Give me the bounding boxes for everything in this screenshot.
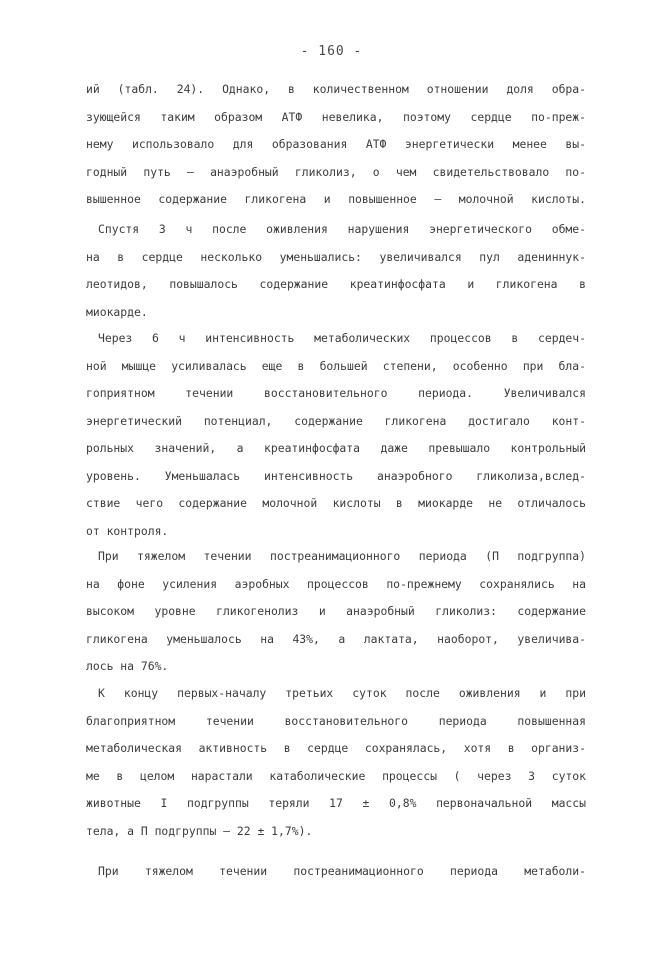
text-line: миокарде. xyxy=(86,304,148,319)
text-line: благоприятном течении восстановительного периода повышенная xyxy=(86,713,586,728)
text-line: При тяжелом течении постреанимационного периода метаболи- xyxy=(98,864,586,878)
text-line: При тяжелом течении постреанимационного периода (П подгруппа) xyxy=(98,549,586,563)
text-line: ме в целом нарастали катаболические процессы ( через 3 суток xyxy=(86,768,586,783)
text-line: от контроля. xyxy=(86,523,169,538)
text-line: Через 6 ч интенсивность метаболических процессов в сердеч- xyxy=(98,331,586,345)
text-line: метаболическая активность в сердце сохранялась, хотя в организ- xyxy=(86,741,586,755)
text-line: вышенное содержание гликогена и повышенное – молочной кислоты. xyxy=(86,192,586,206)
text-line: животные I подгруппы теряли 17 ± 0,8% первоначальной массы xyxy=(86,796,586,810)
page-number: - 160 - xyxy=(300,44,363,59)
text-line: энергетический потенциал, содержание гликогена достигало конт- xyxy=(86,413,586,428)
text-line: Спустя 3 ч после оживления нарушения энергетического обме- xyxy=(98,222,586,236)
text-line: на фоне усиления аэробных процессов по-прежнему сохранялись на xyxy=(86,576,586,591)
paragraph-6 xyxy=(86,858,586,886)
text-line: зующейся таким образом АТФ невелика, поэтому сердце по-преж- xyxy=(86,109,586,124)
text-line: ной мышце усиливалась еще в большей степени, особенно при бла- xyxy=(86,358,586,373)
text-line: нему использовало для образования АТФ энергетически менее вы- xyxy=(86,137,586,151)
text-line: гоприятном течении восстановительного периода. Увеличивался xyxy=(86,386,586,400)
text-line: леотидов, повышалось содержание креатинфосфата и гликогена в xyxy=(86,277,586,291)
text-line: высоком уровне гликогенолиз и анаэробный гликолиз: содержание xyxy=(86,604,586,618)
paragraph-1 xyxy=(86,76,586,214)
text-line: ий (табл. 24). Однако, в количественном отношении доля обра- xyxy=(86,82,586,96)
text-line: рольных значений, а креатинфосфата даже превышало контрольный xyxy=(86,441,586,455)
paragraph-2 xyxy=(86,216,586,326)
paragraph-4 xyxy=(86,543,586,681)
text-line: тела, а П подгруппы – 22 ± 1,7%). xyxy=(86,823,313,838)
text-line: уровень. Уменьшалась интенсивность анаэробного гликолиза,вслед- xyxy=(86,468,586,483)
text-line: на в сердце несколько уменьшались: увеличивался пул адениннук- xyxy=(86,249,586,264)
paragraph-3 xyxy=(86,325,586,545)
text-line: ствие чего содержание молочной кислоты в миокарде не отличалось xyxy=(86,496,586,510)
text-line: К концу первых-началу третьих суток после оживления и при xyxy=(98,686,586,700)
text-line: годный путь – анаэробный гликолиз, о чем свидетельствовало по- xyxy=(86,164,586,179)
text-line: гликогена уменьшалось на 43%, а лактата, наоборот, увеличива- xyxy=(86,631,586,646)
text-line: лось на 76%. xyxy=(86,659,169,673)
paragraph-5 xyxy=(86,680,586,845)
